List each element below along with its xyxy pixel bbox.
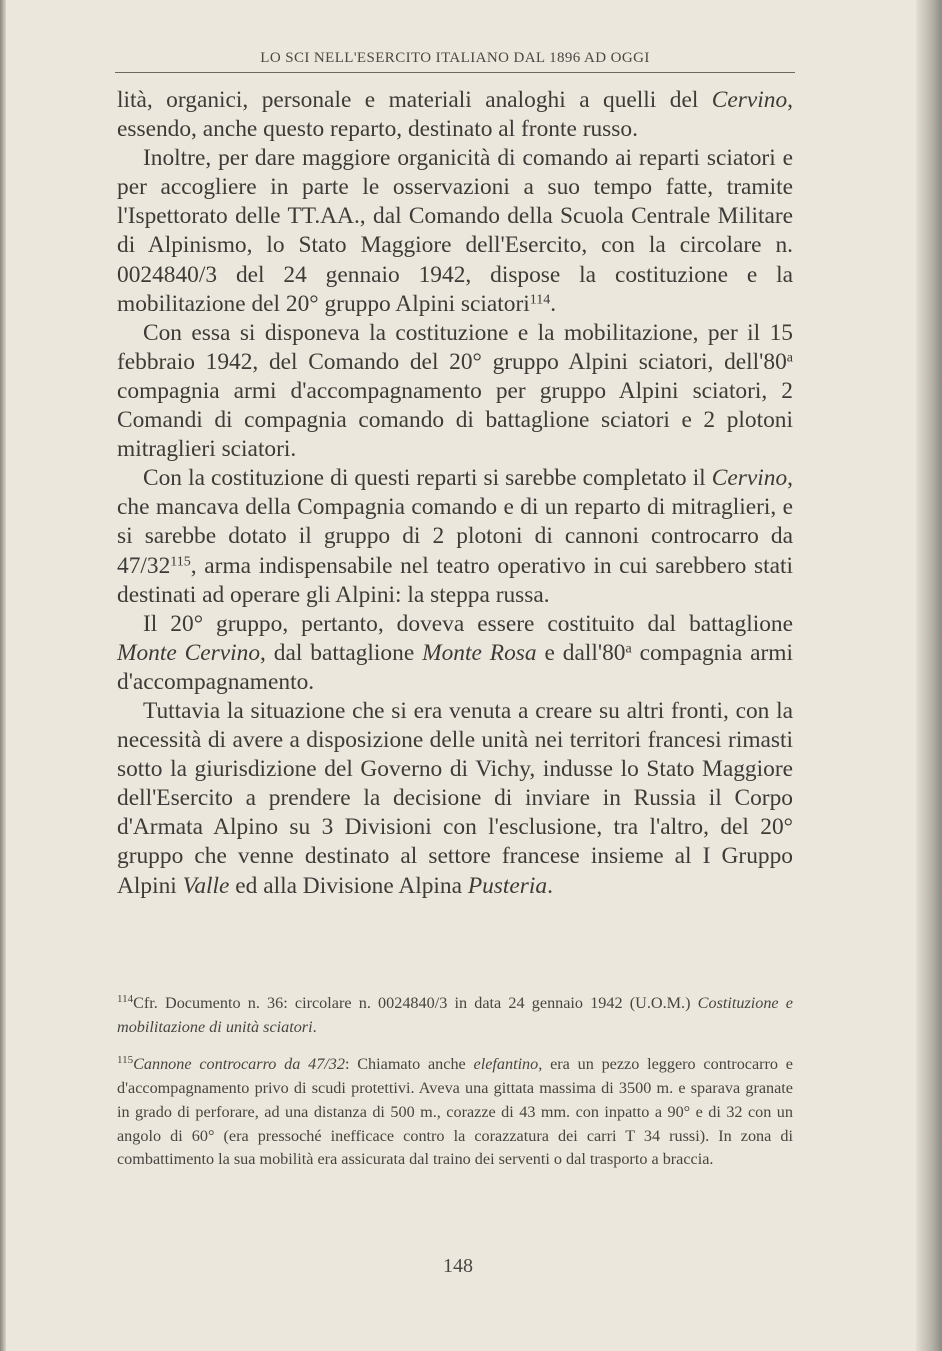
italic-text-run: Cervino xyxy=(711,87,788,113)
text-run: Il 20° gruppo, pertanto, doveva essere costituito dal battaglione xyxy=(143,610,793,637)
italic-text-run: Cervino xyxy=(711,465,788,492)
running-head: LO SCI NELL'ESERCITO ITALIANO DAL 1896 AD OGGI xyxy=(260,50,650,66)
ordinal-superscript: a xyxy=(625,641,632,657)
text-run: compagnia armi d'accompagnamento. xyxy=(117,639,793,695)
text-run: , che mancava della Compagnia comando e di un reparto di mitraglieri, e si sarebbe dotato il gruppo di 2 plotoni di cannoni controcarro da 47/32 xyxy=(117,465,793,579)
text-run: Inoltre, per dare maggiore organicità di comando ai reparti sciatori e per accogliere in parte le osservazioni a suo tempo fatte, tramite l'Ispettorato delle TT.AA., dal Comando della Scuola Centrale Militare di Alpinismo, lo Stato Maggiore dell'Esercito, con la circolare n. 0024840/3 del 24 gennaio 1942, dispose la costituzione e la mobilitazione del 20° gruppo Alpini sciatori xyxy=(117,145,793,317)
italic-text-run: Monte Cervino xyxy=(117,639,261,666)
paragraph-3 xyxy=(117,319,793,464)
text-run: Con essa si disponeva la costituzione e la mobilitazione, per il 15 febbraio 1942, del Comando del 20° gruppo Alpini sciatori, dell'80 xyxy=(117,319,793,375)
running-head-rule xyxy=(115,72,795,73)
italic-text-run: Pusteria xyxy=(467,872,548,899)
text-run: e dall'80 xyxy=(536,639,626,666)
text-run: compagnia armi d'accompagnamento per gruppo Alpini sciatori, 2 Comandi di compagnia comando di battaglione sciatori e 2 plotoni mitraglieri sciatori. xyxy=(117,377,793,463)
italic-text-run: elefantino xyxy=(473,1055,539,1074)
footnote-ref-115: 115 xyxy=(170,553,191,569)
paragraph-4 xyxy=(117,464,793,609)
ordinal-superscript: a xyxy=(786,350,793,366)
text-run: , essendo, anche questo reparto, destinato al fronte russo. xyxy=(117,87,793,143)
italic-text-run: Costituzione e mobilitazione di unità sciatori xyxy=(117,994,793,1036)
italic-text-run: Monte Rosa xyxy=(422,639,537,666)
italic-text-run: Valle xyxy=(182,872,230,899)
footnote-number: 114 xyxy=(117,992,134,1005)
text-run: , dal battaglione xyxy=(260,639,423,666)
paragraph-2 xyxy=(117,144,793,319)
paragraph-5 xyxy=(117,610,793,697)
text-run: , era un pezzo leggero controcarro e d'accompagnamento privo di scudi protettivi. Aveva una gittata massima di 3500 m. e sparava granate in grado di perforare, ad una distanza di 500 m., corazze di 43 mm. con inpatto a 90° e di 32 con un angolo di 60° (era pressoché inefficace contro la corazzatura dei carri T 34 russi). In zona di combattimento la sua mobilità era assicurata dal traino dei serventi o dal trasporto a braccia. xyxy=(117,1055,793,1169)
paragraph-6 xyxy=(117,697,793,901)
text-run: Tuttavia la situazione che si era venuta a creare su altri fronti, con la necessità di avere a disposizione delle unità nei territori francesi rimasti sotto la giurisdizione del Governo di Vichy, indusse lo Stato Maggiore dell'Esercito a prendere la decisione di inviare in Russia il Corpo d'Armata Alpino su 3 Divisioni con l'esclusione, tra l'altro, del 20° gruppo che venne destinato al settore francese insieme al I Gruppo Alpini xyxy=(117,697,793,899)
text-run: . xyxy=(312,1017,317,1036)
text-run: ed alla Divisione Alpina xyxy=(229,872,468,899)
footnote-ref-114: 114 xyxy=(529,291,551,307)
page-number: 148 xyxy=(443,1255,473,1277)
footnote-number: 115 xyxy=(117,1054,134,1067)
text-run: . xyxy=(550,290,557,317)
paragraph-1 xyxy=(117,86,793,144)
text-run: . xyxy=(547,872,553,899)
text-run: , arma indispensabile nel teatro operativo in cui sarebbero stati destinati ad operare gli Alpini: la steppa russa. xyxy=(117,552,793,608)
footnote-115 xyxy=(117,1053,793,1172)
text-run: : Chiamato anche xyxy=(344,1055,474,1074)
text-run: lità, organici, personale e materiali analoghi a quelli del xyxy=(117,87,712,113)
footnotes xyxy=(117,992,793,1172)
italic-text-run: Cannone controcarro da 47/32 xyxy=(133,1055,345,1074)
text-run: Con la costituzione di questi reparti si sarebbe completato il xyxy=(143,465,712,492)
body-text xyxy=(117,86,793,901)
text-run: Cfr. Documento n. 36: circolare n. 0024840/3 in data 24 gennaio 1942 (U.O.M.) xyxy=(133,994,698,1012)
footnote-114 xyxy=(117,992,793,1039)
